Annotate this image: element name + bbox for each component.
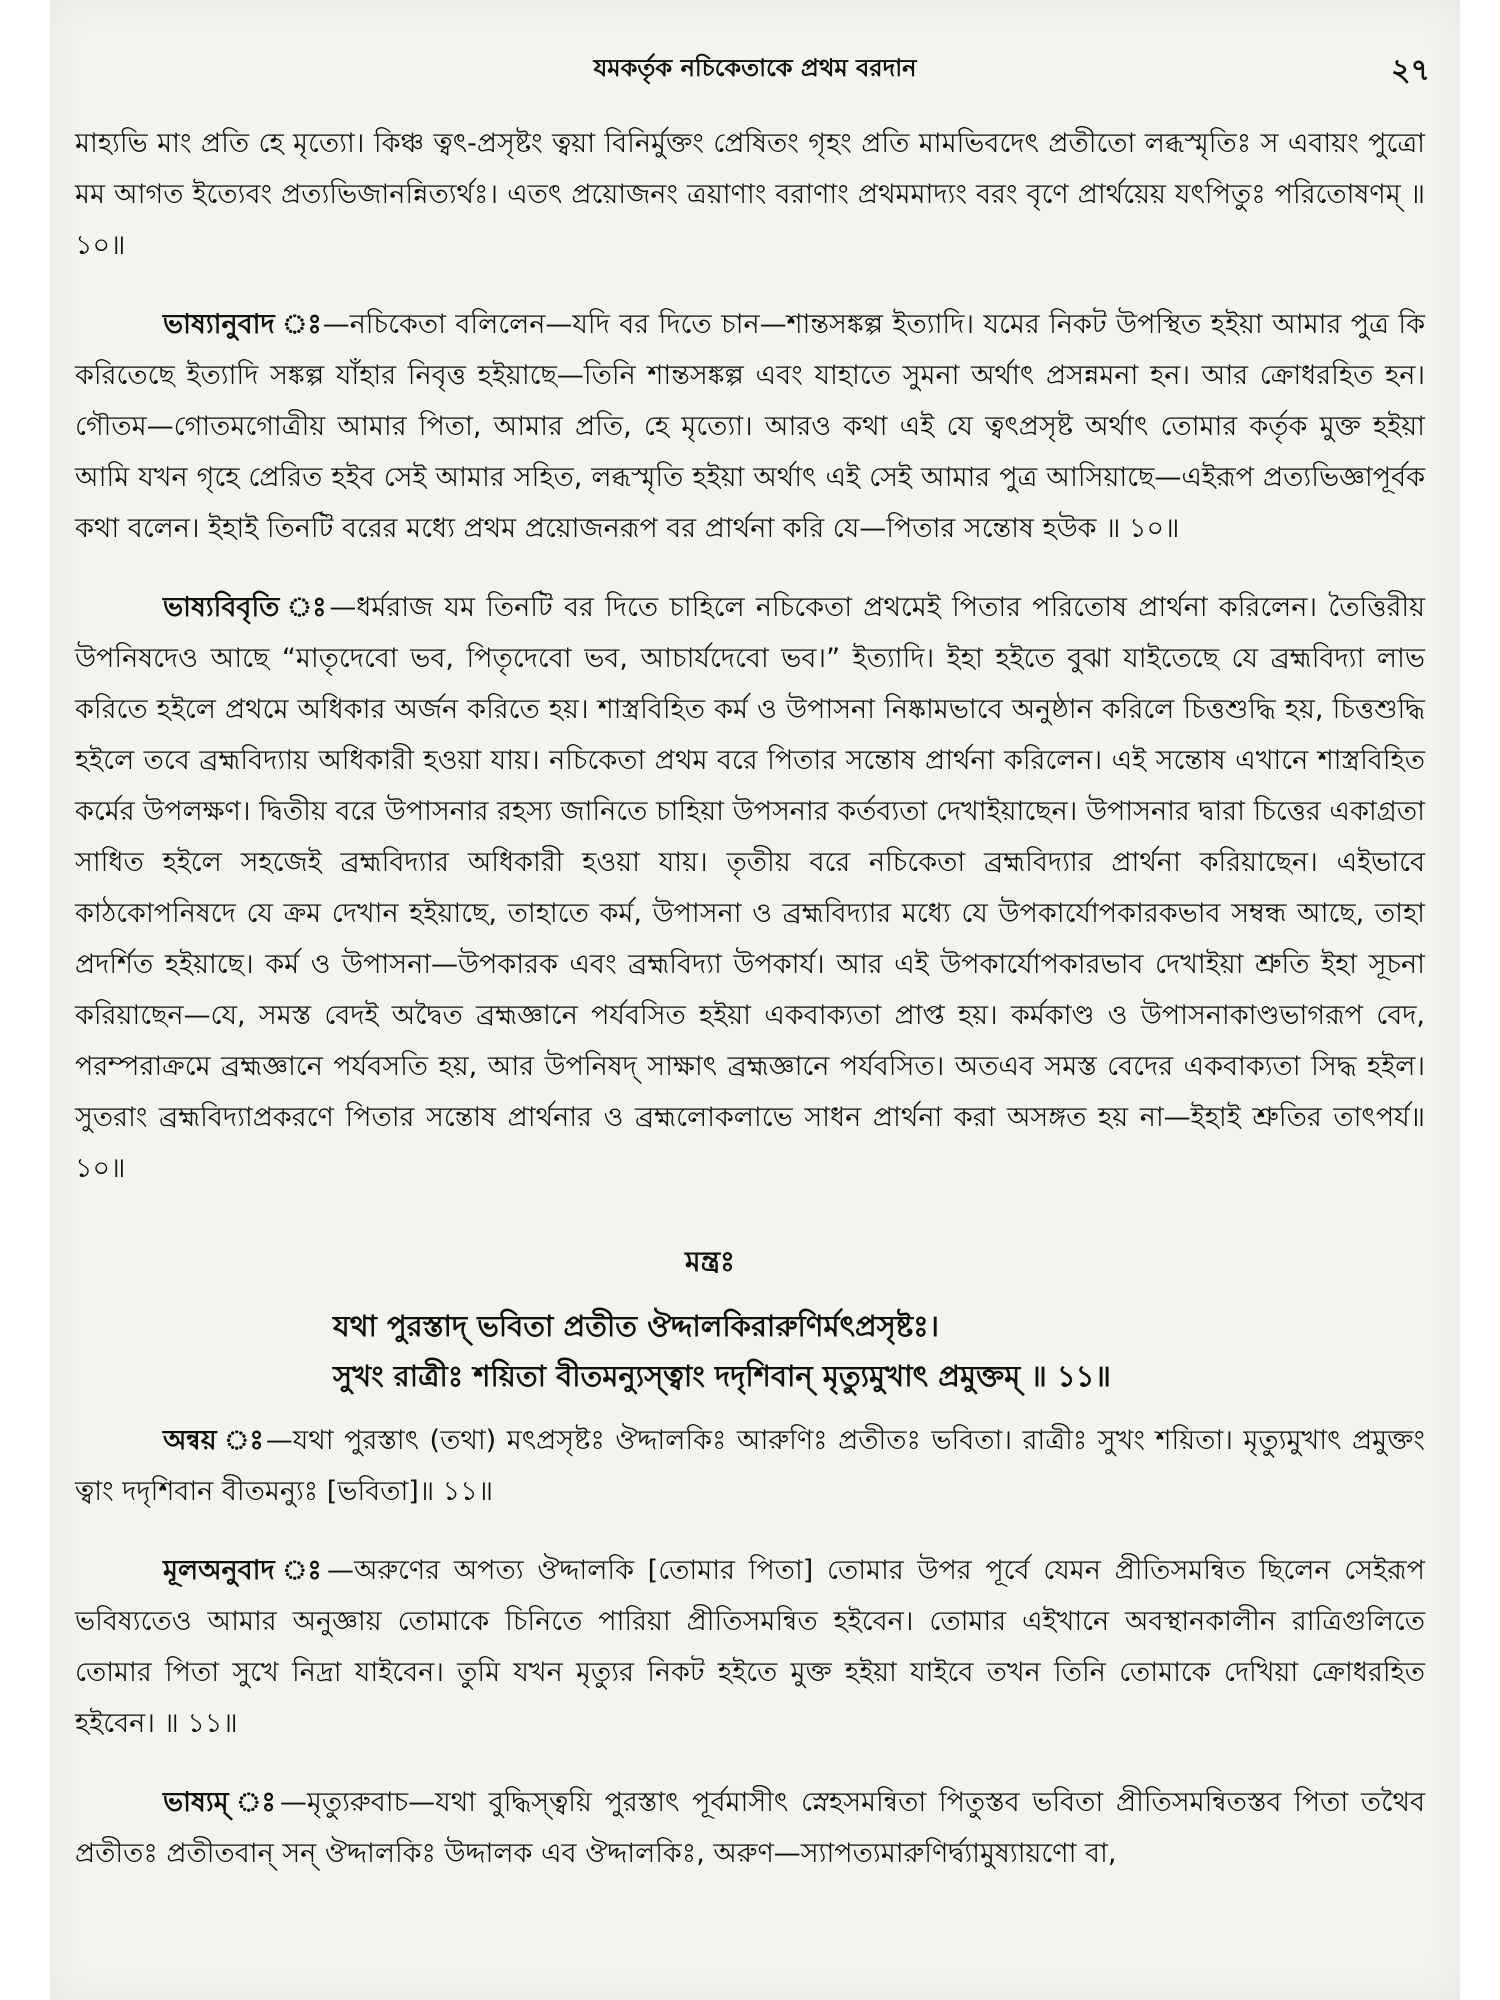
bhashyam-text: —মৃত্যুরুবাচ—যথা বুদ্ধিস্ত্বয়ি পুরস্তাৎ পূর্বমাসীৎ স্নেহসমন্বিতা পিতুস্তব ভবিতা প্রীতিসমন্বিতস্তব পিতা তথৈব প্রতীতঃ প্রতীতবান্ সন্ ঔদ্দালকিঃ উদ্দালক এব ঔদ্দালকিঃ, অরুণ—স্যাপত্যমারুণির্দ্ব্যামুষ্যায়ণো বা, [75, 1787, 1425, 1869]
bhashyavivriti-text: —ধর্মরাজ যম তিনটি বর দিতে চাহিলে নচিকেতা প্রথমেই পিতার পরিতোষ প্রার্থনা করিলেন। তৈত্তিরীয় উপনিষদেও আছে “মাতৃদেবো ভব, পিতৃদেবো ভব, আচার্যদেবো ভব।” ইত্যাদি। ইহা হইতে বুঝা যাইতেছে যে ব্রহ্মবিদ্যা লাভ করিতে হইলে প্রথমে অধিকার অর্জন করিতে হয়। শাস্ত্রবিহিত কর্ম ও উপাসনা নিষ্কামভাবে অনুষ্ঠান করিলে চিত্তশুদ্ধি হয়, চিত্তশুদ্ধি হইলে তবে ব্রহ্মবিদ্যায় অধিকারী হওয়া যায়। নচিকেতা প্রথম বরে পিতার সন্তোষ প্রার্থনা করিলেন। এই সন্তোষ এখানে শাস্ত্রবিহিত কর্মের উপলক্ষণ। দ্বিতীয় বরে উপাসনার রহস্য জানিতে চাহিয়া উপসনার কর্তব্যতা দেখাইয়াছেন। উপাসনার দ্বারা চিত্তের একাগ্রতা সাধিত হইলে সহজেই ব্রহ্মবিদ্যার অধিকারী হওয়া যায়। তৃতীয় বরে নচিকেতা ব্রহ্মবিদ্যার প্রার্থনা করিয়াছেন। এইভাবে কাঠকোপনিষদে যে ক্রম দেখান হইয়াছে, তাহাতে কর্ম, উপাসনা ও ব্রহ্মবিদ্যার মধ্যে যে উপকার্যোপকারকভাব সম্বন্ধ আছে, তাহা প্রদর্শিত হইয়াছে। কর্ম ও উপাসনা—উপকারক এবং ব্রহ্মবিদ্যা উপকার্য। আর এই উপকার্যোপকারভাব দেখাইয়া শ্রুতি ইহা সূচনা করিয়াছেন—যে, সমস্ত বেদই অদ্বৈত ব্রহ্মজ্ঞানে পর্যবসিত হইয়া একবাক্যতা প্রাপ্ত হয়। কর্মকাণ্ড ও উপাসনাকাণ্ডভাগরূপ বেদ, পরম্পরাক্রমে ব্রহ্মজ্ঞানে পর্যবসতি হয়, আর উপনিষদ্ সাক্ষাৎ ব্রহ্মজ্ঞানে পর্যবসিত। অতএব সমস্ত বেদের একবাক্যতা সিদ্ধ হইল। সুতরাং ব্রহ্মবিদ্যাপ্রকরণে পিতার সন্তোষ প্রার্থনার ও ব্রহ্মলোকলাভে সাধন প্রার্থনা করা অসঙ্গত হয় না—ইহাই শ্রুতির তাৎপর্য॥ ১০॥ [75, 592, 1425, 1184]
page-number: ২৭ [1390, 53, 1430, 88]
mula-anuvad-text: —অরুণের অপত্য ঔদ্দালকি [তোমার পিতা] তোমার উপর পূর্বে যেমন প্রীতিসমন্বিত ছিলেন সেইরূপ ভবিষ্যতেও আমার অনুজ্ঞায় তোমাকে চিনিতে পারিয়া প্রীতিসমন্বিত হইবেন। তোমার এইখানে অবস্থানকালীন রাত্রিগুলিতে তোমার পিতা সুখে নিদ্রা যাইবেন। তুমি যখন মৃত্যুর নিকট হইতে মুক্ত হইয়া যাইবে তখন তিনি তোমাকে দেখিয়া ক্রোধরহিত হইবেন। ॥ ১১॥ [75, 1555, 1425, 1739]
anvaya-text: —যথা পুরস্তাৎ (তথা) মৎপ্রসৃষ্টঃ ঔদ্দালকিঃ আরুণিঃ প্রতীতঃ ভবিতা। রাত্রীঃ সুখং শয়িতা। মৃত্যুমুখাৎ প্রমুক্তং ত্বাং দদৃশিবান বীতমন্যুঃ [ভবিতা]॥ ১১॥ [75, 1425, 1425, 1507]
running-title: যমকর্তৃক নচিকেতাকে প্রথম বরদান [593, 54, 917, 82]
paragraph-sanskrit-commentary: মাহ্যভি মাং প্রতি হে মৃত্যো। কিঞ্চ ত্বৎ-প্রসৃষ্টং ত্বয়া বিনির্মুক্তং প্রেষিতং গৃহং প্রতি মামভিবদেৎ প্রতীতো লব্ধস্মৃতিঃ স এবায়ং পুত্রো মম আগত ইত্যেবং প্রত্যভিজানন্নিত্যর্থঃ। এতৎ প্রয়োজনং ত্রয়াণাং বরাণাং প্রথমমাদ্যং বরং বৃণে প্রার্থয়েয় যৎপিতুঃ পরিতোষণম্ ॥ ১০॥ [75, 128, 1425, 261]
bhashyanuvad-label: ভাষ্যানুবাদ ঃ [163, 309, 323, 340]
paragraph-bhashyam [75, 1777, 1425, 1879]
anvaya-label: অন্বয় ঃ [163, 1425, 266, 1456]
paragraph-mula-anuvad [75, 1545, 1425, 1749]
paragraph-bhashyanuvad [75, 299, 1425, 554]
paragraph-bhashyavivriti [75, 582, 1425, 1194]
bhashyam-label: ভাষ্যম্ ঃ [163, 1787, 280, 1818]
mula-anuvad-label: মূলঅনুবাদ ঃ [163, 1555, 327, 1586]
verse-line-2: সুখং রাত্রীঃ শয়িতা বীতমন্যুস্ত্বাং দদৃশিবান্ মৃত্যুমুখাৎ প্রমুক্তম্ ॥ ১১॥ [333, 1359, 1111, 1393]
page-header [70, 42, 1440, 88]
bhashyanuvad-text: —নচিকেতা বলিলেন—যদি বর দিতে চান—শান্তসঙ্কল্প ইত্যাদি। যমের নিকট উপস্থিত হইয়া আমার পুত্র কি করিতেছে ইত্যাদি সঙ্কল্প যাঁহার নিবৃত্ত হইয়াছে—তিনি শান্তসঙ্কল্প এবং যাহাতে সুমনা অর্থাৎ প্রসন্নমনা হন। আর ক্রোধরহিত হন। গৌতম—গোতমগোত্রীয় আমার পিতা, আমার প্রতি, হে মৃত্যো। আরও কথা এই যে ত্বৎপ্রসৃষ্ট অর্থাৎ তোমার কর্তৃক মুক্ত হইয়া আমি যখন গৃহে প্রেরিত হইব সেই আমার সহিত, লব্ধস্মৃতি হইয়া অর্থাৎ এই সেই আমার পুত্র আসিয়াছে—এইরূপ প্রত্যভিজ্ঞাপূর্বক কথা বলেন। ইহাই তিনটি বরের মধ্যে প্রথম প্রয়োজনরূপ বর প্রার্থনা করি যে—পিতার সন্তোষ হউক ॥ ১০॥ [75, 309, 1425, 544]
verse-line-1: যথা পুরস্তাদ্ ভবিতা প্রতীত ঔদ্দালকিরারুণির্মৎপ্রসৃষ্টঃ। [333, 1309, 940, 1343]
mantra-verse [75, 1301, 1425, 1401]
mantra-heading: মন্ত্রঃ [685, 1245, 735, 1278]
page-body [75, 118, 1425, 1907]
paragraph-anvaya [75, 1415, 1425, 1517]
book-page [50, 0, 1460, 2000]
bhashyavivriti-label: ভাষ্যবিবৃতি ঃ [163, 592, 330, 623]
